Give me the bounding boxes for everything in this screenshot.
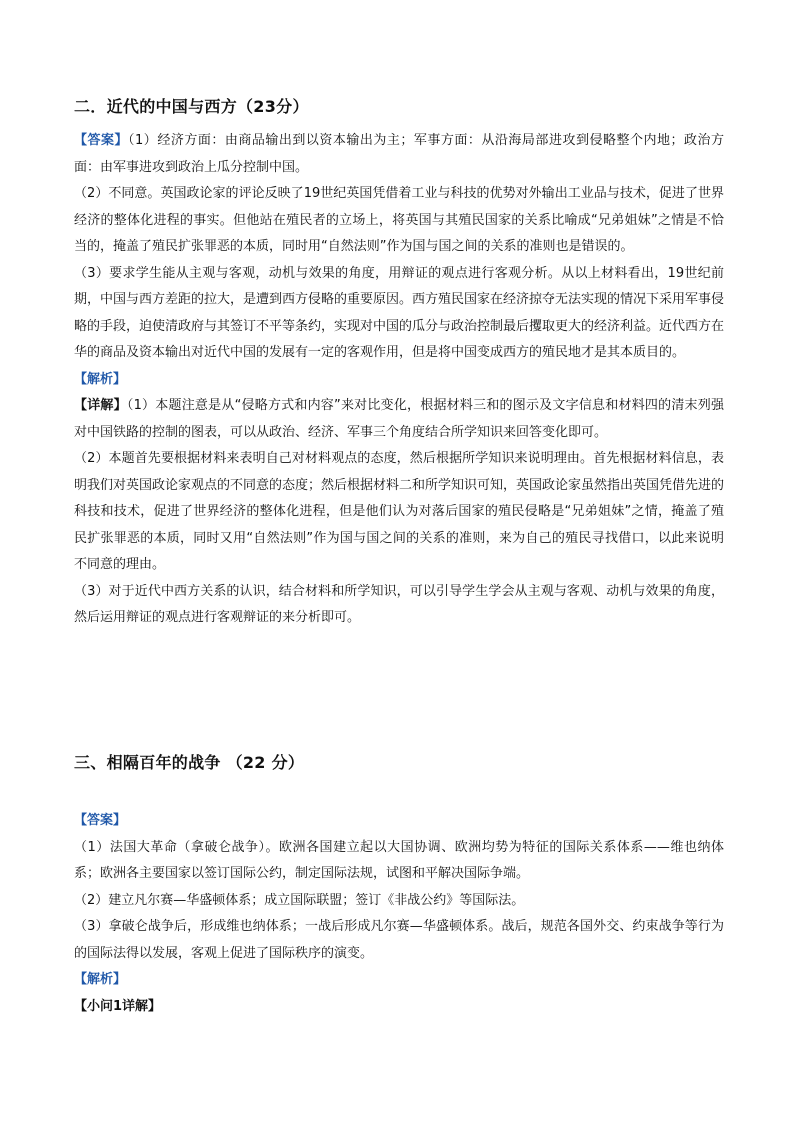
analysis-tag: 【解析】 bbox=[74, 371, 127, 387]
answer-paragraph-2: （2）不同意。英国政论家的评论反映了19世纪英国凭借着工业与科技的优势对外输出工业品与技术，促进了世界经济的整体化进程的事实。但他站在殖民者的立场上，将英国与其殖民国家的关系比喻成“兄弟姐妹”之情是不恰当的，掩盖了殖民扩张罪恶的本质，同时用“自然法则”作为国与国之间的关系的准则也是错误的。 bbox=[74, 186, 724, 254]
s3-sub-detail: 【小问1详解】 bbox=[74, 998, 162, 1014]
detail-text-1: （1）本题注意是从“侵略方式和内容”来对比变化，根据材料三和的图示及文字信息和材料四的清末列强对中国铁路的控制的图表，可以从政治、经济、军事三个角度结合所学知识来回答变化即可。 bbox=[74, 398, 724, 440]
section-2-answer bbox=[74, 128, 724, 632]
detail-paragraph-1 bbox=[74, 393, 724, 446]
s3-analysis-paragraph bbox=[74, 967, 724, 994]
detail-paragraph-2: （2）本题首先要根据材料来表明自己对材料观点的态度，然后根据所学知识来说明理由。首先根据材料信息，表明我们对英国政论家观点的不同意的态度；然后根据材料二和所学知识可知，英国政论家虽然指出英国凭借先进的科技和技术，促进了世界经济的整体化进程，但是他们认为对落后国家的殖民侵略是“兄弟姐妹”之情，掩盖了殖民扩张罪恶的本质，同时又用“自然法则”作为国与国之间的关系的准则，来为自己的殖民寻找借口，以此来说明不同意的理由。 bbox=[74, 451, 725, 572]
s3-answer-tag-paragraph bbox=[74, 808, 724, 835]
answer-text-1: （1）经济方面：由商品输出到以资本输出为主；军事方面：从沿海局部进攻到侵略整个内地；政治方面：由军事进攻到政治上瓜分控制中国。 bbox=[74, 133, 724, 175]
detail-tag: 【详解】 bbox=[74, 398, 127, 413]
answer-paragraph-1 bbox=[74, 128, 724, 181]
s3-answer-tag: 【答案】 bbox=[74, 813, 127, 828]
s3-analysis-tag: 【解析】 bbox=[74, 972, 127, 987]
s3-answer-paragraph-1: （1）法国大革命（拿破仑战争）。欧洲各国建立起以大国协调、欧洲均势为特征的国际关系体系——维也纳体系；欧洲各主要国家以签订国际公约，制定国际法规，试图和平解决国际争端。 bbox=[74, 839, 724, 881]
s3-answer-paragraph-3: （3）拿破仑战争后，形成维也纳体系；一战后形成凡尔赛—华盛顿体系。战后，规范各国外交、约束战争等行为的国际法得以发展，客观上促进了国际秩序的演变。 bbox=[74, 919, 724, 961]
section-2 bbox=[74, 96, 724, 118]
detail-paragraph-3: （3）对于近代中西方关系的认识，结合材料和所学知识，可以引导学生学会从主观与客观、动机与效果的角度，然后运用辩证的观点进行客观辩证的来分析即可。 bbox=[74, 583, 724, 625]
section-3-heading: 三、相隔百年的战争 （22 分） bbox=[74, 753, 305, 772]
section-3 bbox=[74, 752, 724, 774]
answer-tag: 【答案】 bbox=[74, 133, 129, 148]
answer-paragraph-3: （3）要求学生能从主观与客观，动机与效果的角度，用辩证的观点进行客观分析。从以上材料看出，19世纪前期，中国与西方差距的拉大，是遭到西方侵略的重要原因。西方殖民国家在经济掠夺无法实现的情况下采用军事侵略的手段，迫使清政府与其签订不平等条约，实现对中国的瓜分与政治控制最后攫取更大的经济利益。近代西方在华的商品及资本输出对近代中国的发展有一定的客观作用，但是将中国变成西方的殖民地才是其本质目的。 bbox=[74, 265, 725, 360]
section-3-answer bbox=[74, 808, 724, 1020]
section-2-heading: 二．近代的中国与西方（23分） bbox=[74, 97, 309, 116]
s3-answer-paragraph-2: （2）建立凡尔赛—华盛顿体系；成立国际联盟；签订《非战公约》等国际法。 bbox=[74, 892, 525, 908]
analysis-paragraph bbox=[74, 367, 724, 394]
